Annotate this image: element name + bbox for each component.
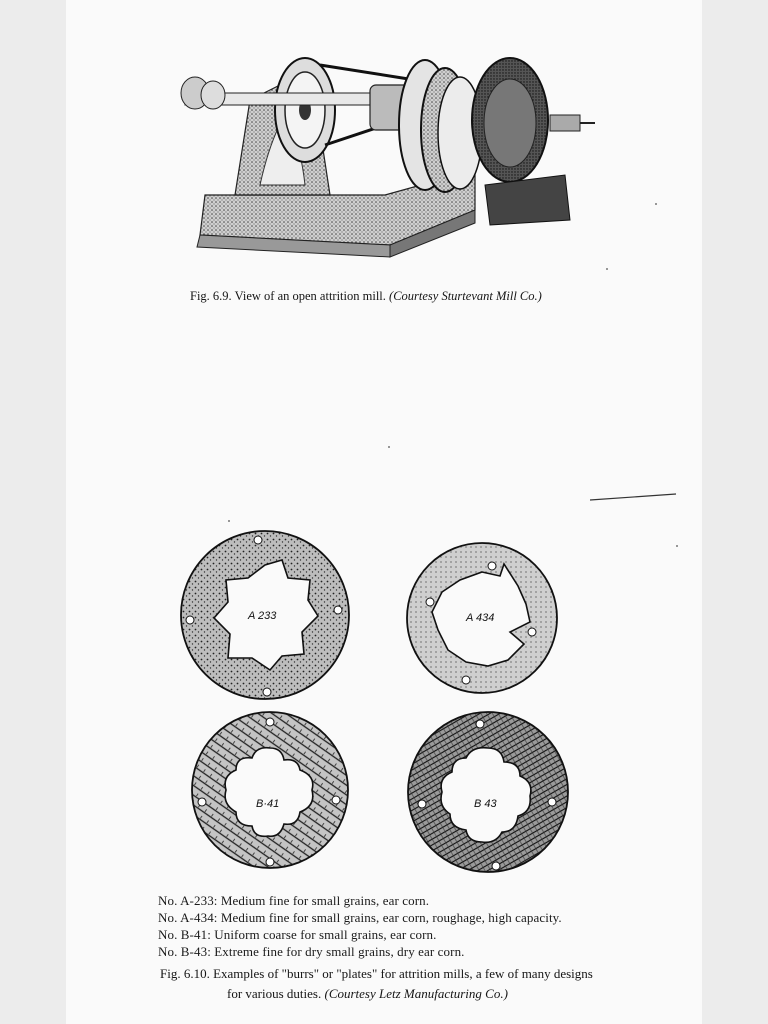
figure-6-10-caption	[160, 966, 593, 982]
scan-speck	[388, 446, 390, 448]
scan-speck	[606, 268, 608, 270]
figure-6-9-text: View of an open attrition mill.	[234, 289, 386, 303]
figure-6-9-caption	[190, 289, 542, 304]
plate-b41-label: B·41	[256, 798, 280, 810]
legend-a434: No. A-434: Medium fine for small grains, ear corn, roughage, high capacity.	[158, 910, 562, 925]
scan-speck	[655, 203, 657, 205]
plate-a233-label: A 233	[248, 610, 277, 622]
plate-b43-label: B 43	[474, 798, 497, 810]
plate-a434-label: A 434	[466, 612, 495, 624]
figure-6-10-label: Fig. 6.10.	[160, 966, 210, 981]
plate-b43	[408, 712, 568, 872]
figure-6-10-line1: Examples of "burrs" or "plates" for attrition mills, a few of many designs	[213, 966, 593, 981]
plate-b41	[192, 712, 348, 868]
scan-speck	[676, 545, 678, 547]
scan-speck	[228, 520, 230, 522]
legend-b41: No. B-41: Uniform coarse for small grains, ear corn.	[158, 927, 437, 942]
scan-artifact-line	[590, 490, 680, 504]
legend-b43: No. B-43: Extreme fine for dry small grains, dry ear corn.	[158, 944, 465, 959]
figure-6-9-label: Fig. 6.9.	[190, 289, 232, 303]
figure-6-10-line2: for various duties.	[227, 986, 322, 1001]
burr-plates-illustration	[170, 520, 590, 890]
figure-6-10-caption-line2	[227, 986, 508, 1002]
figure-6-10-credit: (Courtesy Letz Manufacturing Co.)	[324, 986, 508, 1001]
figure-6-9-credit: (Courtesy Sturtevant Mill Co.)	[389, 289, 542, 303]
legend-a233: No. A-233: Medium fine for small grains, ear corn.	[158, 893, 430, 908]
attrition-mill-illustration	[175, 45, 600, 275]
